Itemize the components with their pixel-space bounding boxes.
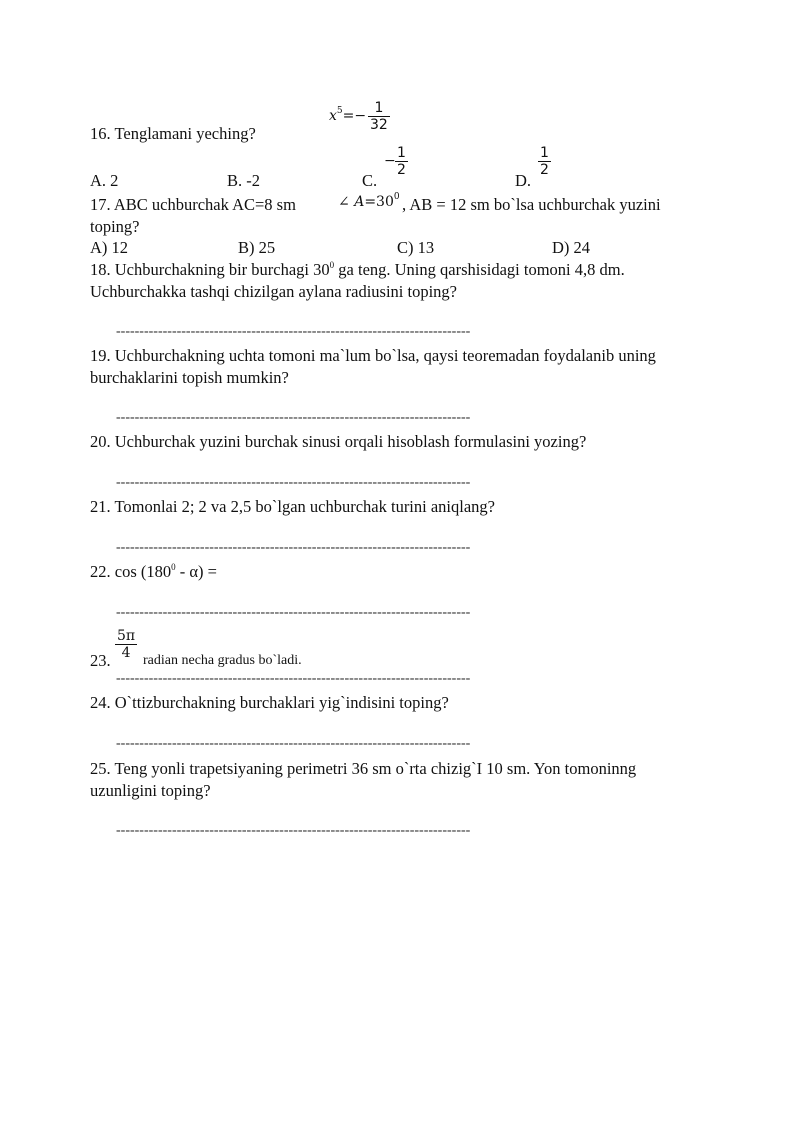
q16-eq-rest: =− bbox=[342, 108, 367, 124]
q18-answer-line[interactable]: ---------------------------------------------------------------------------- bbox=[116, 324, 471, 339]
q17-angle-val: =30 bbox=[364, 194, 394, 210]
q22-line-a: 22. cos (180 bbox=[90, 562, 172, 581]
q16-option-d-num: 1 bbox=[540, 145, 549, 161]
q16-eq-num: 1 bbox=[374, 100, 384, 116]
q16-option-c-num: 1 bbox=[397, 145, 406, 161]
q16-option-c-fraction bbox=[395, 145, 408, 178]
q17-text-c: toping? bbox=[90, 217, 140, 236]
q17-angle-exp: 0 bbox=[393, 192, 400, 202]
q22-answer-line[interactable]: ---------------------------------------------------------------------------- bbox=[116, 605, 471, 620]
q18-line-1-exp: 0 bbox=[329, 260, 335, 270]
q23-num: 5π bbox=[117, 628, 136, 644]
q18-line-1 bbox=[90, 260, 625, 280]
q20-answer-line[interactable]: ---------------------------------------------------------------------------- bbox=[116, 475, 471, 490]
q17-angle bbox=[338, 194, 400, 210]
q16-option-c-den: 2 bbox=[397, 162, 406, 178]
q23-fraction bbox=[115, 628, 137, 661]
q19-line-2: burchaklarini topish mumkin? bbox=[90, 368, 289, 387]
q17-angle-var: A bbox=[354, 194, 365, 210]
q18-line-1b: ga teng. Uning qarshisidagi tomoni 4,8 dm. bbox=[334, 260, 625, 279]
q17-option-a: A) 12 bbox=[90, 238, 129, 257]
q16-option-c-sign: − bbox=[384, 153, 396, 169]
q16-text: 16. Tenglamani yeching? bbox=[90, 124, 256, 143]
q23-prefix: 23. bbox=[90, 651, 111, 670]
q17-option-b: B) 25 bbox=[238, 238, 276, 257]
q16-eq-x: x bbox=[329, 108, 337, 124]
q23-answer-line[interactable]: ---------------------------------------------------------------------------- bbox=[116, 671, 471, 686]
q19-answer-line[interactable]: ---------------------------------------------------------------------------- bbox=[116, 410, 471, 425]
q16-equation bbox=[329, 108, 366, 124]
q22-line-exp: 0 bbox=[171, 562, 176, 572]
q23-den: 4 bbox=[115, 644, 137, 661]
q17-text-a: 17. ABC uchburchak AC=8 sm bbox=[90, 195, 296, 214]
q19-line-1: 19. Uchburchakning uchta tomoni ma`lum bo`lsa, qaysi teoremadan foydalanib uning bbox=[90, 346, 656, 365]
q18-line-1a: 18. Uchburchakning bir burchagi 30 bbox=[90, 260, 330, 279]
q25-line-2: uzunligini toping? bbox=[90, 781, 211, 800]
q25-line-1: 25. Teng yonli trapetsiyaning perimetri 36 sm o`rta chizig`I 10 sm. Yon tomoninng bbox=[90, 759, 637, 778]
q22-line-b: - α) = bbox=[175, 562, 217, 581]
q22-line-1 bbox=[90, 562, 217, 582]
q16-option-d-fraction bbox=[538, 145, 551, 178]
q20-line-1: 20. Uchburchak yuzini burchak sinusi orqali hisoblash formulasini yozing? bbox=[90, 432, 587, 451]
q16-eq-den: 32 bbox=[370, 117, 388, 133]
q16-option-d-den: 2 bbox=[540, 162, 549, 178]
q16-option-b: B. -2 bbox=[227, 171, 260, 190]
q17-option-d: D) 24 bbox=[552, 238, 591, 257]
q24-line-1: 24. O`ttizburchakning burchaklari yig`indisini toping? bbox=[90, 693, 449, 712]
q16-eq-exp: 5 bbox=[336, 106, 343, 116]
q23-text: radian necha gradus bo`ladi. bbox=[143, 653, 302, 668]
q21-answer-line[interactable]: ---------------------------------------------------------------------------- bbox=[116, 540, 471, 555]
q16-eq-fraction bbox=[368, 100, 390, 133]
q25-answer-line[interactable]: ---------------------------------------------------------------------------- bbox=[116, 823, 471, 838]
q17-option-c: C) 13 bbox=[397, 238, 435, 257]
q21-line-1: 21. Tomonlai 2; 2 va 2,5 bo`lgan uchburchak turini aniqlang? bbox=[90, 497, 495, 516]
q16-option-d: D. bbox=[515, 171, 532, 190]
q24-answer-line[interactable]: ---------------------------------------------------------------------------- bbox=[116, 736, 471, 751]
q17-text-b: , AB = 12 sm bo`lsa uchburchak yuzini bbox=[402, 195, 661, 214]
q18-line-2: Uchburchakka tashqi chizilgan aylana radiusini toping? bbox=[90, 282, 458, 301]
q17-angle-symbol: ∠ bbox=[338, 194, 350, 210]
q16-option-a: A. 2 bbox=[90, 171, 119, 190]
q16-option-c: C. bbox=[362, 171, 378, 190]
